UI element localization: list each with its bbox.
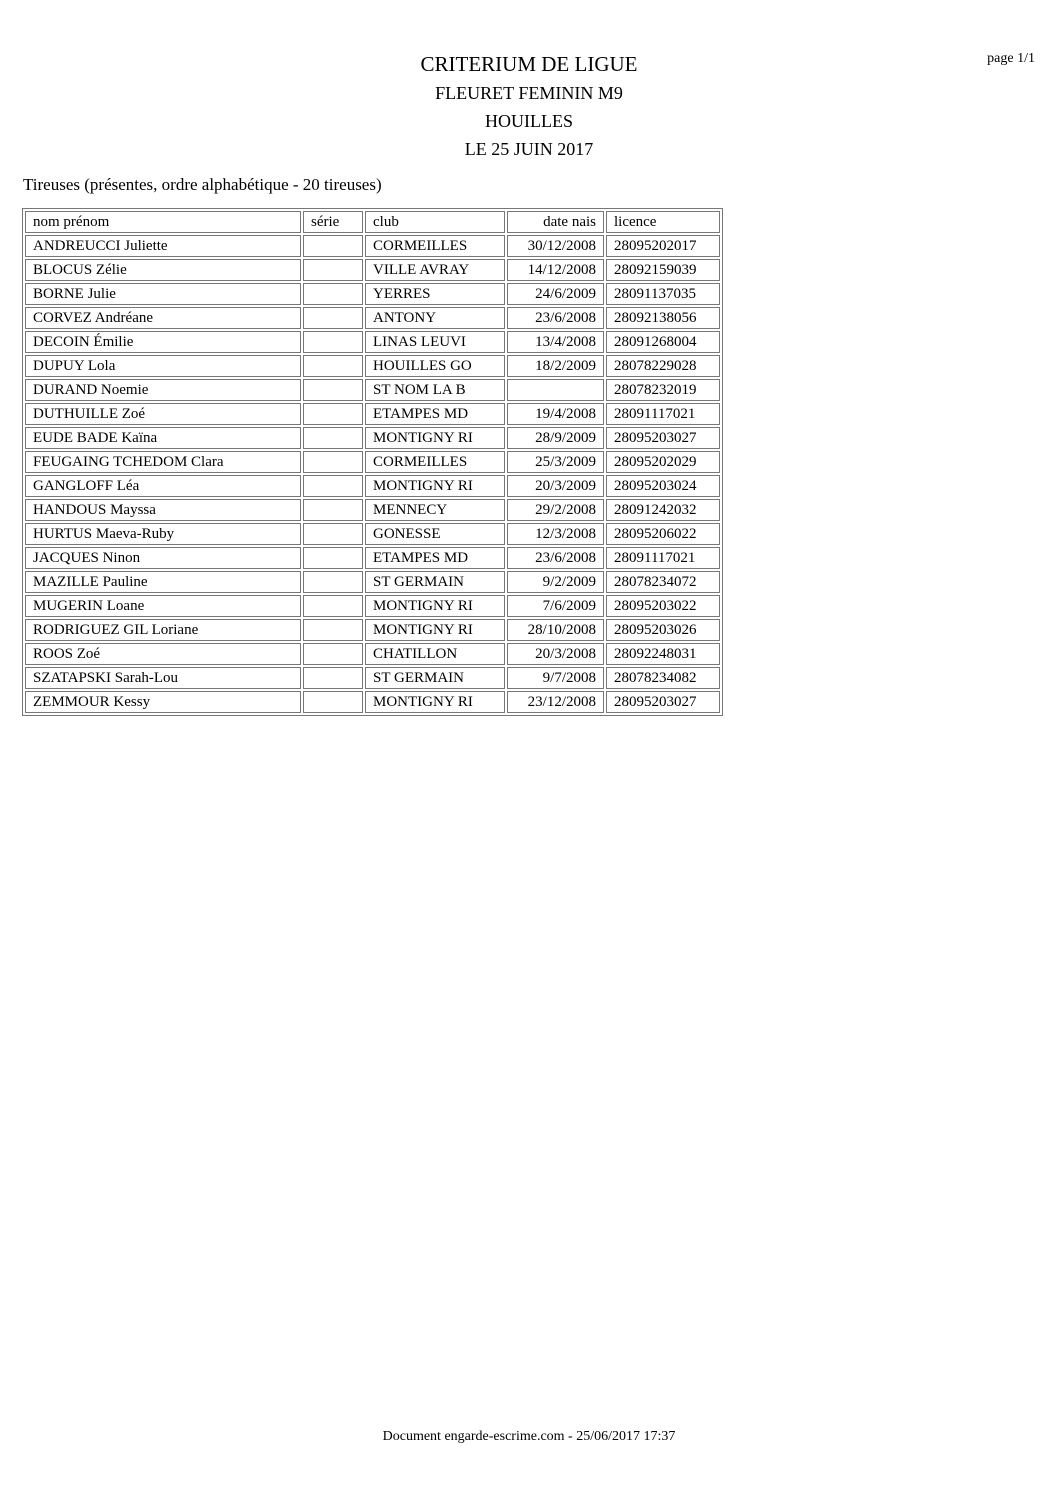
cell-nom-prenom: DECOIN Émilie bbox=[25, 331, 301, 353]
cell-serie bbox=[303, 475, 363, 497]
cell-serie bbox=[303, 355, 363, 377]
cell-serie bbox=[303, 523, 363, 545]
cell-date-nais: 9/7/2008 bbox=[507, 667, 604, 689]
cell-nom-prenom: HANDOUS Mayssa bbox=[25, 499, 301, 521]
table-row bbox=[25, 283, 720, 305]
cell-serie bbox=[303, 571, 363, 593]
table-row bbox=[25, 355, 720, 377]
cell-licence: 28092159039 bbox=[606, 259, 720, 281]
cell-nom-prenom: MAZILLE Pauline bbox=[25, 571, 301, 593]
cell-serie bbox=[303, 283, 363, 305]
cell-serie bbox=[303, 403, 363, 425]
cell-nom-prenom: DURAND Noemie bbox=[25, 379, 301, 401]
cell-nom-prenom: EUDE BADE Kaïna bbox=[25, 427, 301, 449]
cell-date-nais: 23/12/2008 bbox=[507, 691, 604, 713]
cell-licence: 28095203027 bbox=[606, 691, 720, 713]
cell-club: ETAMPES MD bbox=[365, 547, 505, 569]
table-row bbox=[25, 331, 720, 353]
column-header-club: club bbox=[365, 211, 505, 233]
cell-serie bbox=[303, 307, 363, 329]
cell-club: ST NOM LA B bbox=[365, 379, 505, 401]
cell-serie bbox=[303, 643, 363, 665]
cell-nom-prenom: ANDREUCCI Juliette bbox=[25, 235, 301, 257]
table-row bbox=[25, 523, 720, 545]
cell-date-nais: 25/3/2009 bbox=[507, 451, 604, 473]
cell-nom-prenom: FEUGAING TCHEDOM Clara bbox=[25, 451, 301, 473]
cell-licence: 28078232019 bbox=[606, 379, 720, 401]
document-footer: Document engarde-escrime.com - 25/06/2017 17:37 bbox=[382, 1429, 676, 1444]
cell-nom-prenom: RODRIGUEZ GIL Loriane bbox=[25, 619, 301, 641]
cell-nom-prenom: BORNE Julie bbox=[25, 283, 301, 305]
cell-date-nais: 30/12/2008 bbox=[507, 235, 604, 257]
cell-club: ST GERMAIN bbox=[365, 571, 505, 593]
cell-date-nais: 20/3/2009 bbox=[507, 475, 604, 497]
cell-date-nais: 23/6/2008 bbox=[507, 547, 604, 569]
cell-licence: 28078229028 bbox=[606, 355, 720, 377]
table-row bbox=[25, 619, 720, 641]
cell-club: MONTIGNY RI bbox=[365, 619, 505, 641]
column-header-nom-prenom: nom prénom bbox=[25, 211, 301, 233]
table-row bbox=[25, 235, 720, 257]
cell-date-nais: 7/6/2009 bbox=[507, 595, 604, 617]
page-number: page 1/1 bbox=[987, 51, 1035, 66]
cell-date-nais: 24/6/2009 bbox=[507, 283, 604, 305]
table-row bbox=[25, 691, 720, 713]
cell-serie bbox=[303, 667, 363, 689]
cell-nom-prenom: DUPUY Lola bbox=[25, 355, 301, 377]
cell-licence: 28095203022 bbox=[606, 595, 720, 617]
cell-nom-prenom: GANGLOFF Léa bbox=[25, 475, 301, 497]
column-header-licence: licence bbox=[606, 211, 720, 233]
table-row bbox=[25, 595, 720, 617]
cell-licence: 28095206022 bbox=[606, 523, 720, 545]
cell-date-nais: 18/2/2009 bbox=[507, 355, 604, 377]
cell-licence: 28091117021 bbox=[606, 403, 720, 425]
table-row bbox=[25, 379, 720, 401]
cell-nom-prenom: HURTUS Maeva-Ruby bbox=[25, 523, 301, 545]
cell-nom-prenom: ROOS Zoé bbox=[25, 643, 301, 665]
cell-club: MONTIGNY RI bbox=[365, 691, 505, 713]
table-row bbox=[25, 259, 720, 281]
cell-licence: 28091268004 bbox=[606, 331, 720, 353]
cell-date-nais: 28/10/2008 bbox=[507, 619, 604, 641]
cell-nom-prenom: MUGERIN Loane bbox=[25, 595, 301, 617]
cell-club: HOUILLES GO bbox=[365, 355, 505, 377]
cell-nom-prenom: JACQUES Ninon bbox=[25, 547, 301, 569]
cell-club: LINAS LEUVI bbox=[365, 331, 505, 353]
table-row bbox=[25, 547, 720, 569]
cell-club: GONESSE bbox=[365, 523, 505, 545]
cell-licence: 28095203027 bbox=[606, 427, 720, 449]
table-header-row bbox=[25, 211, 720, 233]
cell-club: MONTIGNY RI bbox=[365, 475, 505, 497]
cell-club: CORMEILLES bbox=[365, 235, 505, 257]
cell-club: MONTIGNY RI bbox=[365, 595, 505, 617]
cell-club: ANTONY bbox=[365, 307, 505, 329]
cell-nom-prenom: DUTHUILLE Zoé bbox=[25, 403, 301, 425]
cell-club: ETAMPES MD bbox=[365, 403, 505, 425]
cell-licence: 28091117021 bbox=[606, 547, 720, 569]
document-title: CRITERIUM DE LIGUE bbox=[420, 52, 638, 76]
cell-licence: 28078234072 bbox=[606, 571, 720, 593]
cell-nom-prenom: BLOCUS Zélie bbox=[25, 259, 301, 281]
cell-club: MENNECY bbox=[365, 499, 505, 521]
table-row bbox=[25, 667, 720, 689]
cell-club: CHATILLON bbox=[365, 643, 505, 665]
cell-licence: 28092248031 bbox=[606, 643, 720, 665]
cell-club: YERRES bbox=[365, 283, 505, 305]
cell-serie bbox=[303, 619, 363, 641]
table-row bbox=[25, 571, 720, 593]
table-row bbox=[25, 643, 720, 665]
cell-serie bbox=[303, 499, 363, 521]
cell-date-nais: 13/4/2008 bbox=[507, 331, 604, 353]
cell-licence: 28095202029 bbox=[606, 451, 720, 473]
cell-licence: 28092138056 bbox=[606, 307, 720, 329]
cell-licence: 28095203024 bbox=[606, 475, 720, 497]
cell-licence: 28078234082 bbox=[606, 667, 720, 689]
competition-category: FLEURET FEMININ M9 bbox=[435, 83, 623, 103]
cell-club: ST GERMAIN bbox=[365, 667, 505, 689]
cell-serie bbox=[303, 427, 363, 449]
table-row bbox=[25, 475, 720, 497]
table-row bbox=[25, 451, 720, 473]
column-header-serie: série bbox=[303, 211, 363, 233]
cell-date-nais: 19/4/2008 bbox=[507, 403, 604, 425]
cell-serie bbox=[303, 259, 363, 281]
table-row bbox=[25, 427, 720, 449]
document-header bbox=[0, 50, 1058, 163]
cell-date-nais: 14/12/2008 bbox=[507, 259, 604, 281]
cell-serie bbox=[303, 451, 363, 473]
cell-date-nais: 29/2/2008 bbox=[507, 499, 604, 521]
cell-date-nais bbox=[507, 379, 604, 401]
section-label: Tireuses (présentes, ordre alphabétique - 20 tireuses) bbox=[23, 175, 382, 194]
cell-nom-prenom: SZATAPSKI Sarah-Lou bbox=[25, 667, 301, 689]
cell-serie bbox=[303, 235, 363, 257]
competition-date: LE 25 JUIN 2017 bbox=[464, 139, 594, 159]
table-row bbox=[25, 307, 720, 329]
table-row bbox=[25, 499, 720, 521]
cell-date-nais: 20/3/2008 bbox=[507, 643, 604, 665]
cell-serie bbox=[303, 595, 363, 617]
table-row bbox=[25, 403, 720, 425]
cell-serie bbox=[303, 379, 363, 401]
cell-serie bbox=[303, 691, 363, 713]
cell-nom-prenom: CORVEZ Andréane bbox=[25, 307, 301, 329]
cell-licence: 28091137035 bbox=[606, 283, 720, 305]
cell-club: CORMEILLES bbox=[365, 451, 505, 473]
cell-licence: 28095203026 bbox=[606, 619, 720, 641]
cell-date-nais: 12/3/2008 bbox=[507, 523, 604, 545]
cell-licence: 28095202017 bbox=[606, 235, 720, 257]
cell-date-nais: 23/6/2008 bbox=[507, 307, 604, 329]
column-header-date-nais: date nais bbox=[507, 211, 604, 233]
cell-licence: 28091242032 bbox=[606, 499, 720, 521]
cell-club: VILLE AVRAY bbox=[365, 259, 505, 281]
cell-date-nais: 9/2/2009 bbox=[507, 571, 604, 593]
cell-date-nais: 28/9/2009 bbox=[507, 427, 604, 449]
cell-serie bbox=[303, 547, 363, 569]
fencers-table bbox=[22, 208, 723, 716]
cell-serie bbox=[303, 331, 363, 353]
cell-nom-prenom: ZEMMOUR Kessy bbox=[25, 691, 301, 713]
cell-club: MONTIGNY RI bbox=[365, 427, 505, 449]
competition-location: HOUILLES bbox=[485, 111, 573, 131]
